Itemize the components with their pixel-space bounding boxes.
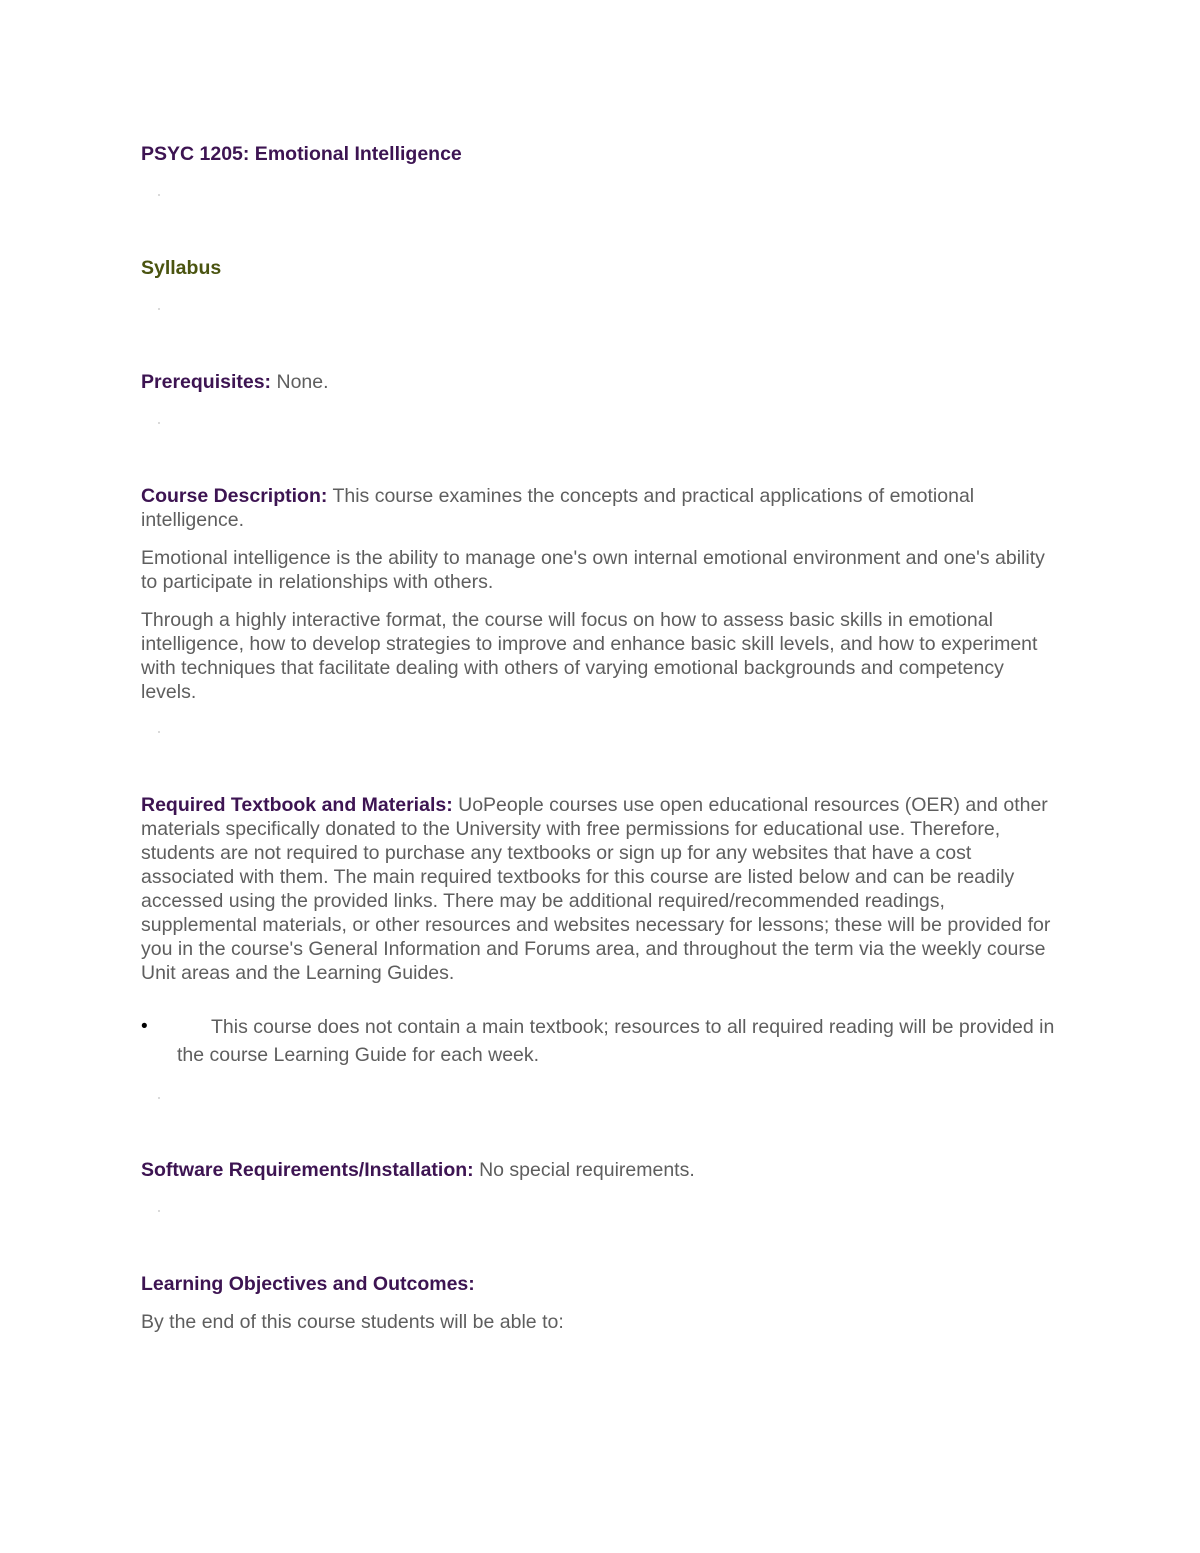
prerequisites-section (141, 370, 1061, 394)
description-paragraph: Through a highly interactive format, the course will focus on how to assess basic skills in emotional intelligence, how to develop strategies to improve and enhance basic skill levels, and how to experiment with techniques that facilitate dealing with others of varying emotional backgrounds and competency levels. (141, 609, 1038, 703)
bullet-text: This course does not contain a main textbook; resources to all required reading will be provided in the course Learning Guide for each week. (177, 1016, 1055, 1066)
description-paragraph: Emotional intelligence is the ability to manage one's own internal emotional environment and one's ability to participate in relationships with others. (141, 547, 1045, 593)
prerequisites-label: Prerequisites: (141, 371, 272, 393)
spacer-dot (158, 194, 160, 196)
spacer-dot (158, 1097, 160, 1099)
spacer-dot (158, 422, 160, 424)
course-title: PSYC 1205: Emotional Intelligence (141, 143, 462, 165)
prerequisites-text: None. (271, 371, 329, 393)
textbook-text: UoPeople courses use open educational resources (OER) and other materials specifically donated to the University with free permissions for educational use. Therefore, students are not required to purchase any textbooks or sign up for any websites that have a cost associated with them. The main required textbooks for this course are listed below and can be readily accessed using the provided links. There may be additional required/recommended readings, supplemental materials, or other resources and websites necessary for lessons; these will be provided for you in the course's General Information and Forums area, and throughout the term via the weekly course Unit areas and the Learning Guides. (141, 794, 1051, 984)
textbook-section (141, 793, 1061, 985)
software-text: No special requirements. (473, 1159, 695, 1181)
software-label: Software Requirements/Installation: (141, 1159, 474, 1181)
spacer-dot (158, 308, 160, 310)
objectives-intro: By the end of this course students will be able to: (141, 1311, 564, 1333)
textbook-bullet-item (141, 1013, 1061, 1069)
spacer-dot (158, 1210, 160, 1212)
software-section (141, 1158, 1061, 1182)
bullet-icon: • (141, 1016, 148, 1037)
syllabus-heading: Syllabus (141, 257, 222, 279)
spacer-dot (158, 731, 160, 733)
course-description-label: Course Description: (141, 485, 328, 507)
textbook-label: Required Textbook and Materials: (141, 794, 453, 816)
objectives-heading: Learning Objectives and Outcomes: (141, 1273, 475, 1295)
course-description-section (141, 484, 1061, 532)
course-description-text: This course examines the concepts and practical applications of emotional intelligence. (141, 485, 975, 531)
